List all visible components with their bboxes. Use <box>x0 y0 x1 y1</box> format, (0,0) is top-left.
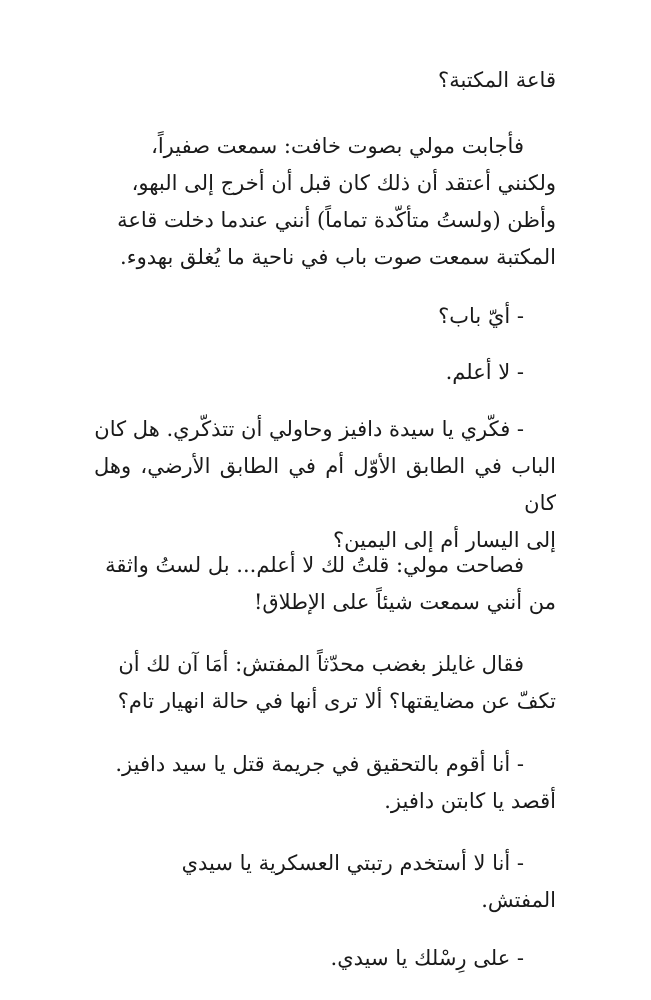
text-line: إلى اليسار أم إلى اليمين؟ <box>332 528 556 552</box>
text-line: أقصد يا كابتن دافيز. <box>384 789 556 813</box>
dialog-which-door <box>438 298 524 335</box>
text-line: الباب في الطابق الأوّل أم في الطابق الأرضي، وهل كان <box>94 454 556 515</box>
text-line: المفتش. <box>481 888 556 912</box>
text-line: - أنا لا أستخدم رتبتي العسكرية يا سيدي <box>181 851 524 875</box>
text-line: تكفّ عن مضايقتها؟ ألا ترى أنها في حالة انهيار تام؟ <box>117 689 556 713</box>
paragraph-library-question <box>94 62 556 99</box>
paragraph-molly-exclaimed <box>94 547 556 621</box>
paragraph-military-rank <box>94 845 556 919</box>
paragraph-giles-angry <box>94 646 556 720</box>
text-line: وأظن (ولستُ متأكّدة تماماً) أنني عندما دخلت قاعة <box>117 208 556 232</box>
paragraph-think-mrs-davis <box>94 411 556 559</box>
dialog-dont-know <box>446 354 524 391</box>
paragraph-molly-answer <box>94 128 556 276</box>
text-line: - لا أعلم. <box>445 360 524 384</box>
text-line: - أيّ باب؟ <box>438 304 524 328</box>
text-line: من أنني سمعت شيئاً على الإطلاق! <box>253 590 556 614</box>
text-line: - أنا أقوم بالتحقيق في جريمة قتل يا سيد دافيز. <box>115 752 524 776</box>
text-line: المكتبة سمعت صوت باب في ناحية ما يُغلق بهدوء. <box>120 245 556 269</box>
text-line: ولكنني أعتقد أن ذلك كان قبل أن أخرج إلى البهو، <box>131 171 556 195</box>
paragraph-murder-investigation <box>94 746 556 820</box>
text-line: فأجابت مولي بصوت خافت: سمعت صفيراً، <box>151 134 524 158</box>
text-line: قاعة المكتبة؟ <box>438 68 556 92</box>
text-line: فقال غايلز بغضب محدّثاً المفتش: أمَا آن لك أن <box>118 652 524 676</box>
text-line: - فكّري يا سيدة دافيز وحاولي أن تتذكّري. هل كان <box>94 417 524 441</box>
text-line: فصاحت مولي: قلتُ لك لا أعلم... بل لستُ واثقة <box>105 553 524 577</box>
dialog-take-it-easy <box>331 940 524 977</box>
text-line: - على رِسْلك يا سيدي. <box>330 946 524 970</box>
